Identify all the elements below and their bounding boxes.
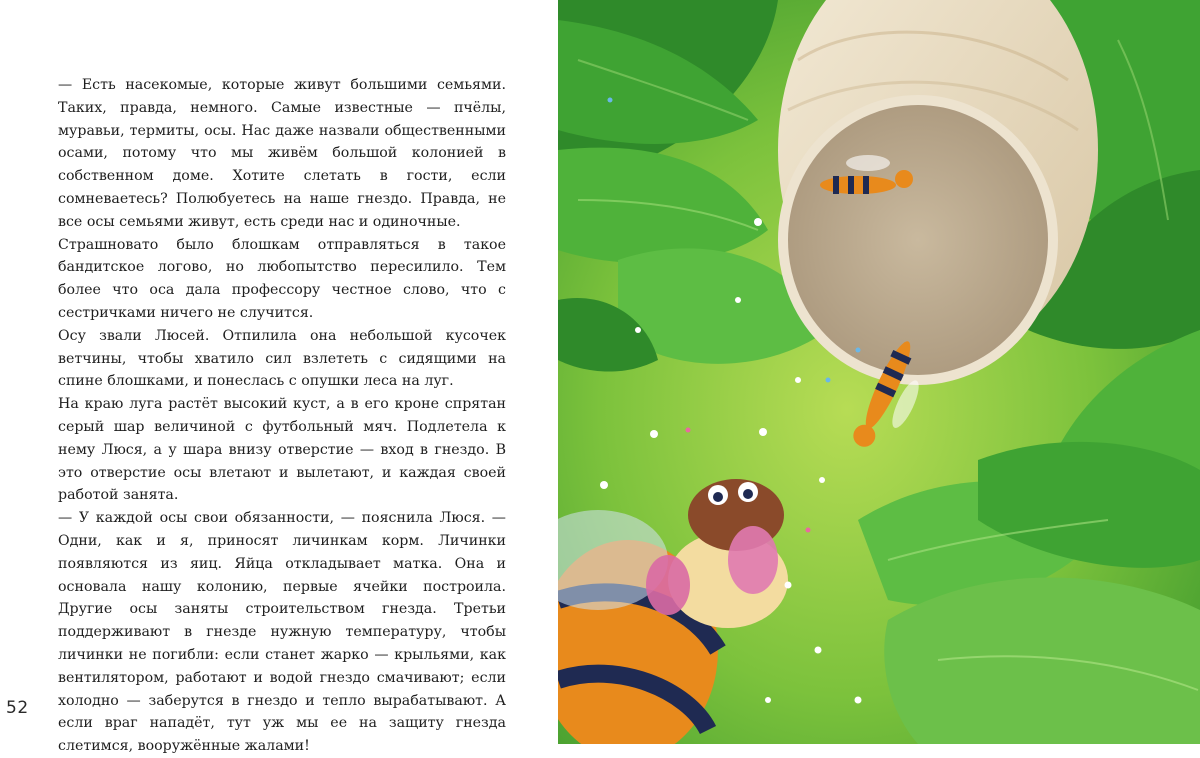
paragraph: Осу звали Люсей. Отпилила она небольшой кусочек ветчины, чтобы хватило сил взлететь с сидящими на спине блошками, и понеслась с опушки леса на луг.: [58, 327, 506, 390]
illustration-page: [558, 0, 1200, 744]
story-text: [58, 74, 506, 758]
wasp-nest-illustration: [558, 0, 1200, 744]
page-number: 52: [6, 698, 29, 718]
paragraph: — Есть насекомые, которые живут большими семьями. Таких, правда, немного. Самые известные — пчёлы, муравьи, термиты, осы. Нас даже назвали общественными осами, потому что мы живём большой колонией в собственном доме. Хотите слетать в гости, если сомневаетесь? Полюбуетесь на наше гнездо. Правда, не все осы семьями живут, есть среди нас и одиночные.: [58, 77, 506, 230]
left-page: [0, 0, 558, 755]
paragraph: — У каждой осы свои обязанности, — пояснила Люся. — Одни, как и я, приносят личинкам корм. Личинки появляются из яиц. Яйца откладывает матка. Она и основала нашу колонию, первые ячейки построила. Другие осы заняты строительством гнезда. Третьи поддерживают в гнезде нужную температуру, чтобы личинки не погибли: если станет жарко — крыльями, как вентилятором, работают и водой гнездо смачивают; если холодно — заберутся в гнездо и тепло вырабатывают. А если враг нападёт, тут уж мы ее на защиту гнезда слетимся, вооружённые жалами!: [58, 510, 506, 755]
paragraph: На краю луга растёт высокий куст, а в его кроне спрятан серый шар величиной с футбольный мяч. Подлетела к нему Люся, а у шара внизу отверстие — вход в гнездо. В это отверстие осы влетают и вылетают, и каждая своей работой занята.: [58, 396, 506, 504]
paragraph: Страшновато было блошкам отправляться в такое бандитское логово, но любопытство пересилило. Тем более что оса дала профессору честное слово, что с сестричками ничего не случится.: [58, 236, 506, 321]
